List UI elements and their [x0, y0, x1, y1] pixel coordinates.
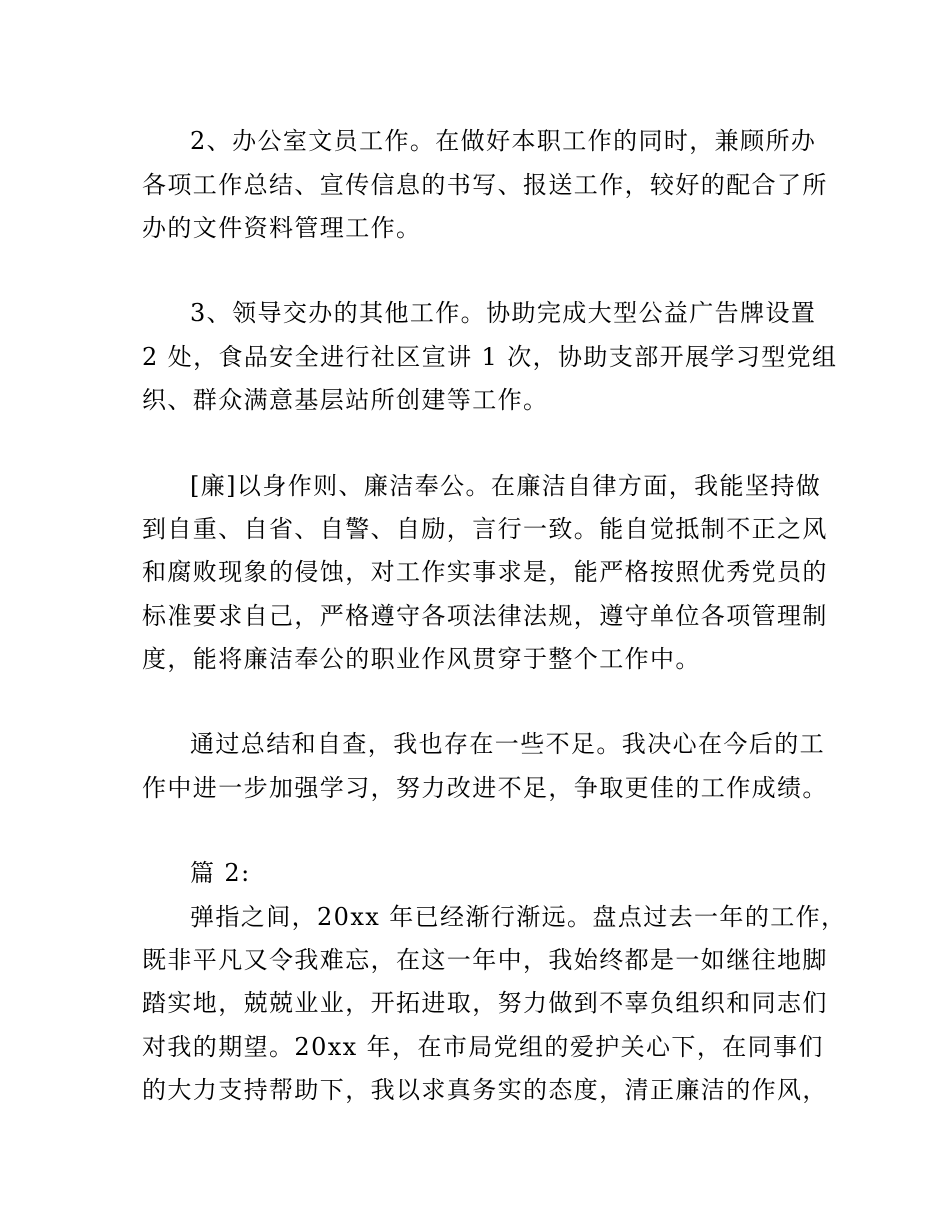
paragraph-3-line-2: 到自重、自省、自警、自励，言行一致。能自觉抵制不正之风: [142, 515, 828, 543]
paragraph-4-line-2: 作中进一步加强学习，努力改进不足，争取更佳的工作成绩。: [142, 774, 828, 802]
section-heading: 篇 2:: [190, 859, 251, 887]
paragraph-1-line-1: 2、办公室文员工作。在做好本职工作的同时，兼顾所办: [190, 127, 817, 155]
paragraph-2-line-1: 3、领导交办的其他工作。协助完成大型公益广告牌设置: [190, 299, 817, 327]
paragraph-3-line-3: 和腐败现象的侵蚀，对工作实事求是，能严格按照优秀党员的: [142, 558, 828, 586]
paragraph-5-line-3: 踏实地，兢兢业业，开拓进取，努力做到不辜负组织和同志们: [142, 989, 828, 1017]
paragraph-5-line-5: 的大力支持帮助下，我以求真务实的态度，清正廉洁的作风，: [142, 1076, 828, 1104]
paragraph-5-line-2: 既非平凡又令我难忘，在这一年中，我始终都是一如继往地脚: [142, 946, 828, 974]
paragraph-3-line-4: 标准要求自己，严格遵守各项法律法规，遵守单位各项管理制: [142, 602, 828, 630]
paragraph-5-line-4: 对我的期望。20xx 年，在市局党组的爱护关心下，在同事们: [142, 1033, 824, 1061]
paragraph-5-line-1: 弹指之间，20xx 年已经渐行渐远。盘点过去一年的工作，: [190, 903, 847, 931]
paragraph-2-line-3: 织、群众满意基层站所创建等工作。: [142, 386, 549, 414]
paragraph-3-line-5: 度，能将廉洁奉公的职业作风贯穿于整个工作中。: [142, 645, 701, 673]
paragraph-1-line-2: 各项工作总结、宣传信息的书写、报送工作，较好的配合了所: [142, 171, 828, 199]
paragraph-3-line-1: [廉]以身作则、廉洁奉公。在廉洁自律方面，我能坚持做: [190, 472, 822, 500]
paragraph-4-line-1: 通过总结和自查，我也存在一些不足。我决心在今后的工: [190, 730, 825, 758]
paragraph-2-line-2: 2 处，食品安全进行社区宣讲 1 次，协助支部开展学习型党组: [142, 343, 838, 371]
paragraph-1-line-3: 办的文件资料管理工作。: [142, 214, 422, 242]
